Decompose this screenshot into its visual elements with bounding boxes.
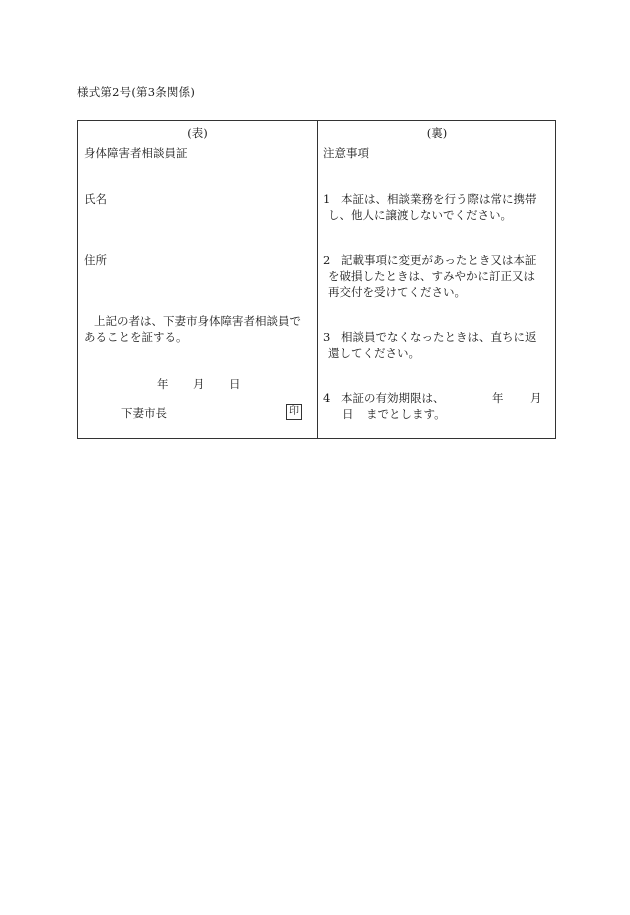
back-heading: (裏) [426,126,448,140]
notes-title: 注意事項 [323,146,369,160]
note-item-4-line1: 本証の有効期限は、 [341,391,445,405]
note-item-3-line2: 還してください。 [328,346,420,360]
note-item-4-year: 年 [492,391,504,405]
date-year-label: 年 [157,377,169,391]
address-label: 住所 [84,253,107,267]
name-label: 氏名 [84,192,107,206]
certify-text-line1: 上記の者は、下妻市身体障害者相談員で [94,314,301,328]
note-item-4-month: 月 [530,391,542,405]
note-item-1-line2: し、他人に譲渡しないでください。 [328,208,512,222]
certify-text-line2: あることを証する。 [84,330,188,344]
note-item-2-line2: を破損したときは、すみやかに訂正又は [328,269,535,283]
date-day-label: 日 [229,377,241,391]
note-item-2-number: 2 [323,253,331,267]
id-card-form [77,120,556,439]
note-item-2-line3: 再交付を受けてください。 [328,285,466,299]
card-front-side [78,121,317,438]
front-heading: (表) [187,126,208,140]
mayor-label: 下妻市長 [121,406,167,420]
card-title: 身体障害者相談員証 [84,146,188,160]
note-item-4-number: 4 [323,391,331,405]
note-item-3-line1: 相談員でなくなったときは、直ちに返 [341,330,537,344]
date-month-label: 月 [193,377,205,391]
note-item-3-number: 3 [323,330,331,344]
form-number-label: 様式第2号(第3条関係) [77,85,196,99]
note-item-2-line1: 記載事項に変更があったとき又は本証 [341,253,537,267]
note-item-4-day: 日 [342,407,354,421]
note-item-1-number: 1 [323,192,331,206]
note-item-1-line1: 本証は、相談業務を行う際は常に携帯 [341,192,537,206]
card-back-side [318,121,556,438]
note-item-4-tail: までとします。 [366,407,446,421]
seal-mark: 印 [286,404,302,420]
